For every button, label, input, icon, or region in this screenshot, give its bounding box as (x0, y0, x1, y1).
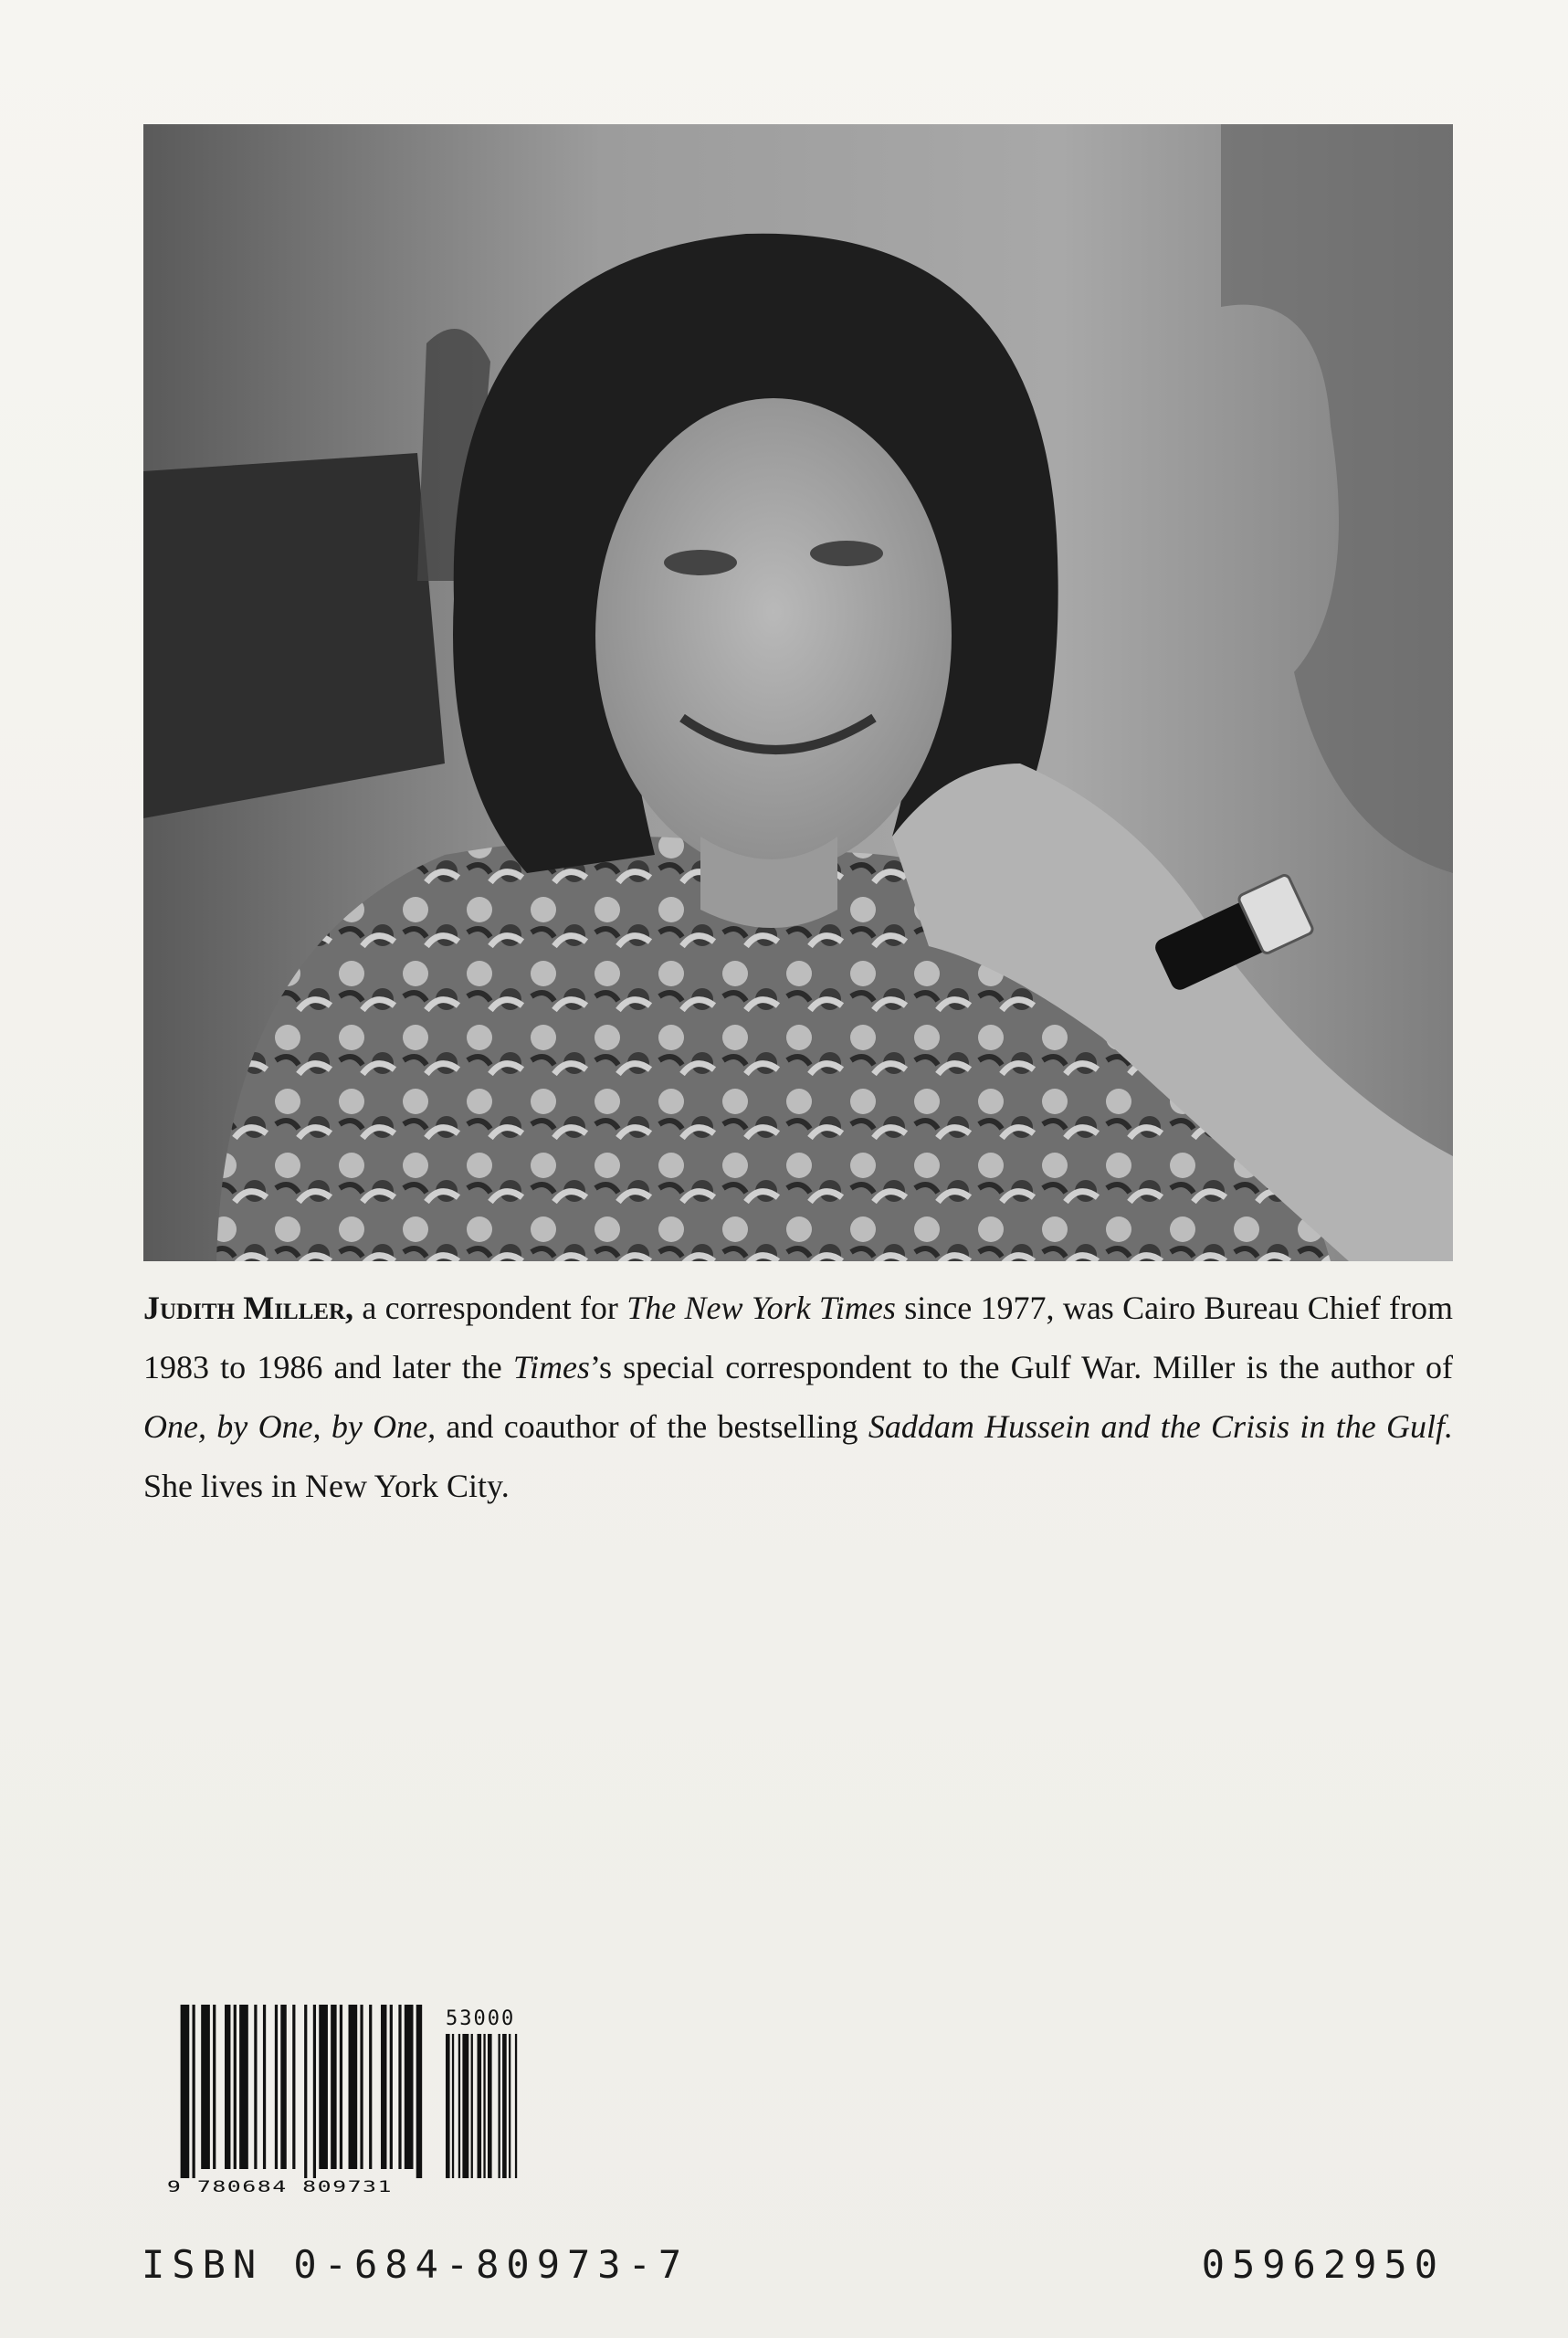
barcode-bar (181, 2005, 190, 2178)
barcode-bar (239, 2005, 248, 2169)
barcode-bar (254, 2005, 257, 2169)
bio-text-2: since 1977, was Cairo Bureau Chief from 1983 to 1986 and later the (143, 1290, 1453, 1385)
addon-bar (509, 2034, 510, 2178)
newspaper-title: The New York Times (626, 1290, 896, 1326)
addon-bar (488, 2034, 492, 2178)
author-name: Judith Miller, (143, 1290, 354, 1326)
addon-bar (458, 2034, 460, 2178)
barcode-bar (201, 2005, 210, 2169)
barcode-bar (319, 2005, 328, 2169)
bio-text-5: She lives in New York City. (143, 1468, 510, 1504)
book-title-2: Saddam Hussein and the Crisis in the Gulf. (868, 1408, 1453, 1445)
barcode-bar (349, 2005, 358, 2169)
book-title-1: One, by One, by One, (143, 1408, 437, 1445)
barcode-bar (225, 2005, 230, 2169)
barcode-bar (416, 2005, 422, 2178)
addon-bar (446, 2034, 450, 2178)
barcode-bar (331, 2005, 336, 2169)
barcode-bar (340, 2005, 342, 2169)
addon-bar (502, 2034, 507, 2178)
author-photo (143, 124, 1453, 1261)
addon-bar (483, 2034, 485, 2178)
barcode-bar (405, 2005, 414, 2169)
addon-bar (462, 2034, 468, 2178)
barcode-bar (234, 2005, 237, 2169)
isbn-label: ISBN 0-684-80973-7 (142, 2242, 689, 2287)
barcode-bar (381, 2005, 386, 2169)
barcode-bar (360, 2005, 363, 2169)
bio-text-3: ’s special correspondent to the Gulf War. Miller is the author of (589, 1349, 1453, 1385)
addon-digits: 53000 (446, 2007, 516, 2030)
barcode-bar (369, 2005, 372, 2169)
barcode-bar (313, 2005, 316, 2178)
barcode-bar (275, 2005, 278, 2169)
barcode-bar (263, 2005, 266, 2169)
barcode-bar (390, 2005, 393, 2169)
barcode-bar (398, 2005, 401, 2169)
bio-text-4: and coauthor of the bestselling (436, 1408, 868, 1445)
barcode-bar (292, 2005, 295, 2169)
price-addon-barcode (438, 2005, 566, 2196)
barcode-bar (304, 2005, 307, 2178)
author-bio (143, 1279, 1453, 1516)
addon-bar (471, 2034, 473, 2178)
newspaper-short: Times (512, 1349, 590, 1385)
barcode-digits: 9 780684 809731 (166, 2177, 393, 2196)
addon-bar (515, 2034, 517, 2178)
addon-bar (499, 2034, 500, 2178)
addon-bar (478, 2034, 482, 2178)
barcode-bar (193, 2005, 195, 2178)
author-portrait-image (143, 124, 1453, 1261)
barcode-bar (280, 2005, 286, 2169)
addon-bar (452, 2034, 454, 2178)
barcode-bar (213, 2005, 216, 2169)
inventory-code: 05962950 (1201, 2242, 1445, 2287)
bio-text-1: a correspondent for (353, 1290, 627, 1326)
